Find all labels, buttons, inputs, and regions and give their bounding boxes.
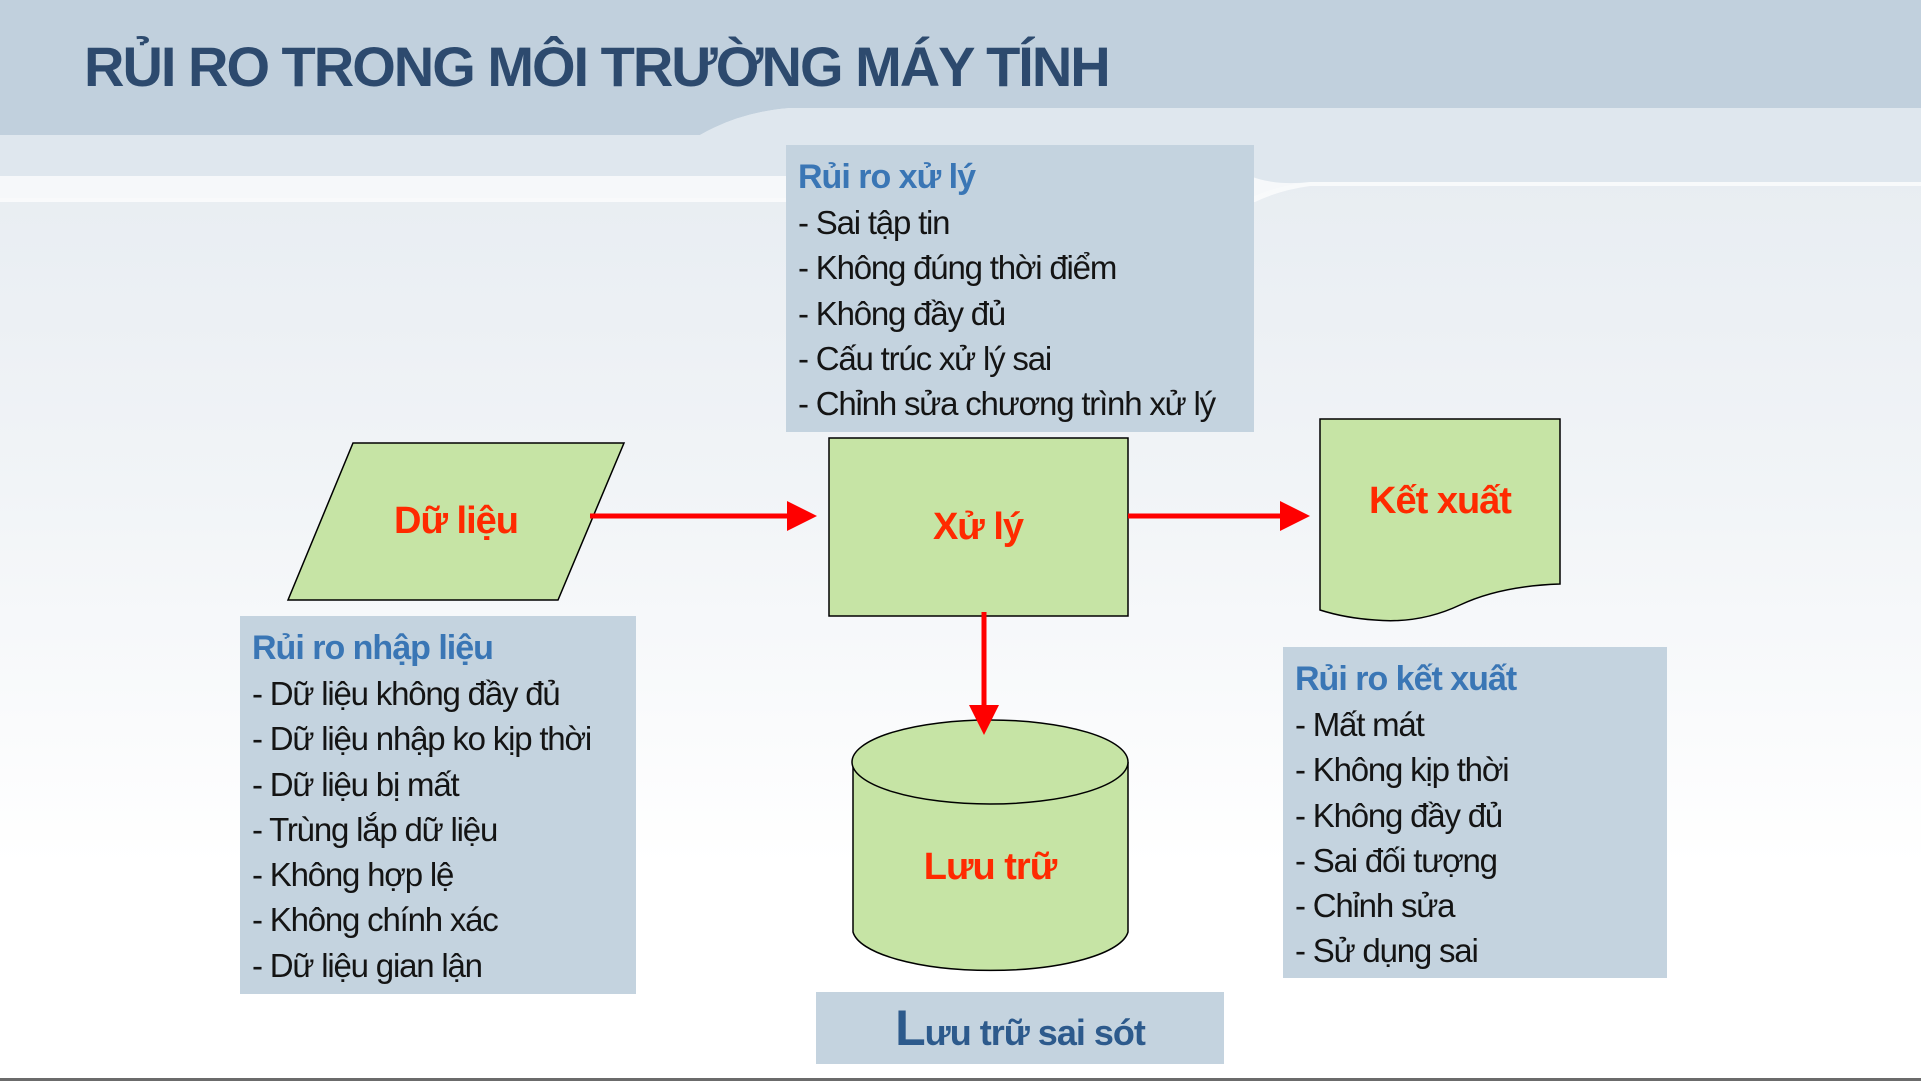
risk-output-heading: Rủi ro kết xuất <box>1295 660 1517 698</box>
storage-error-initial: L <box>895 1000 925 1056</box>
storage-error-box <box>816 992 1224 1064</box>
risk-input-box <box>240 616 636 994</box>
list-item: - Sử dụng sai <box>1295 932 1478 970</box>
storage-shape-top <box>852 720 1128 804</box>
list-item: - Dữ liệu nhập ko kịp thời <box>252 720 592 758</box>
list-item: - Sai tập tin <box>798 204 950 241</box>
list-item: - Dữ liệu không đầy đủ <box>252 675 560 712</box>
process-label: Xử lý <box>932 506 1024 548</box>
risk-input-heading: Rủi ro nhập liệu <box>252 629 493 667</box>
list-item: - Không đầy đủ <box>1295 796 1503 834</box>
list-item: - Dữ liệu bị mất <box>252 765 459 803</box>
list-item: - Không chính xác <box>252 901 498 939</box>
list-item: - Không kịp thời <box>1295 751 1509 789</box>
list-item: - Dữ liệu gian lận <box>252 946 482 984</box>
page-title: RỦI RO TRONG MÔI TRƯỜNG MÁY TÍNH <box>84 35 1109 98</box>
risk-output-box <box>1283 647 1667 978</box>
output-label: Kết xuất <box>1369 480 1511 522</box>
list-item: - Cấu trúc xử lý sai <box>798 339 1051 377</box>
list-item: - Chỉnh sửa <box>1295 887 1455 925</box>
list-item: - Sai đối tượng <box>1295 841 1497 879</box>
risk-processing-box <box>786 145 1254 432</box>
risk-processing-heading: Rủi ro xử lý <box>798 158 975 196</box>
list-item: - Mất mát <box>1295 706 1424 743</box>
list-item: - Trùng lắp dữ liệu <box>252 810 498 848</box>
list-item: - Chỉnh sửa chương trình xử lý <box>798 385 1215 423</box>
storage-label: Lưu trữ <box>923 846 1057 888</box>
list-item: - Không đầy đủ <box>798 294 1006 332</box>
storage-error-text: ưu trữ sai sót <box>924 1012 1145 1053</box>
input-label: Dữ liệu <box>394 500 518 542</box>
list-item: - Không hợp lệ <box>252 856 454 894</box>
list-item: - Không đúng thời điểm <box>798 249 1117 287</box>
